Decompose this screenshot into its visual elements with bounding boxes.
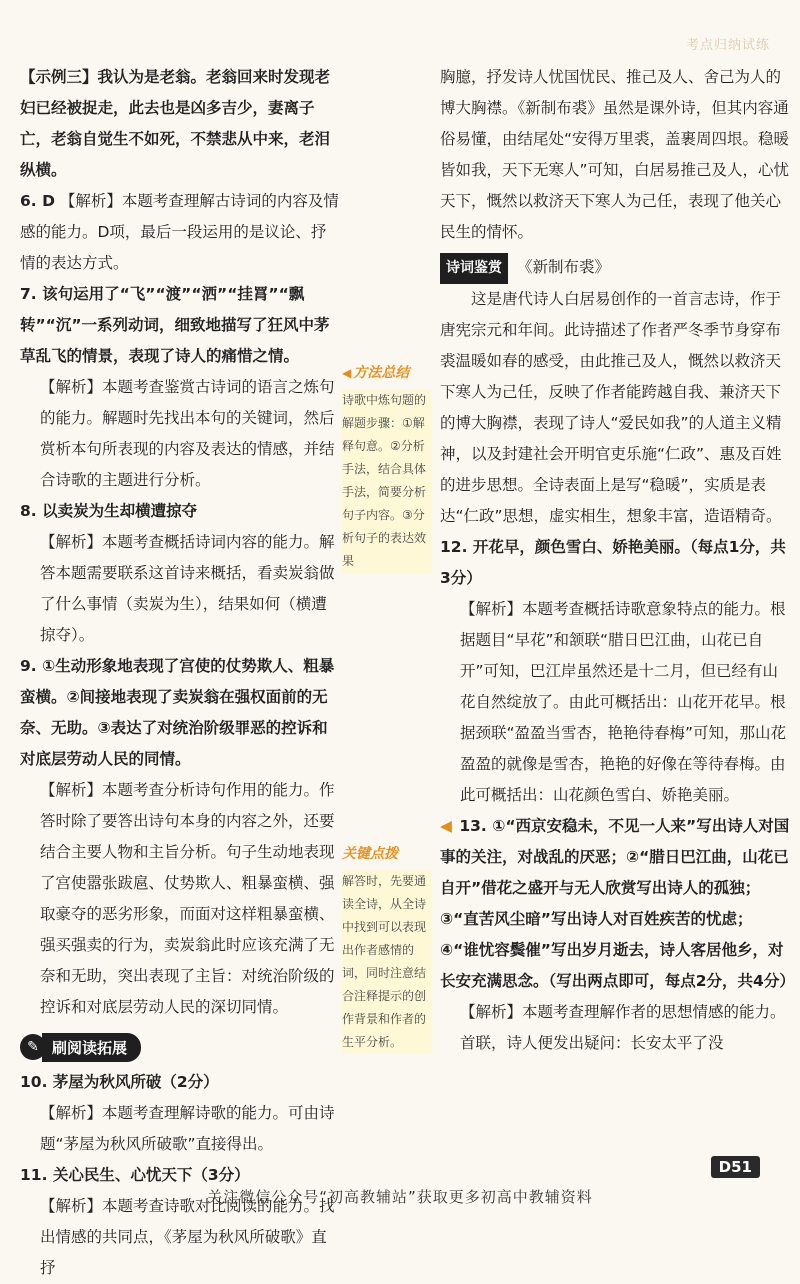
tip-method-title	[342, 362, 432, 385]
q7-answer-text: 该句运用了“飞”“渡”“洒”“挂罥”“飘转”“沉”一系列动词，细致地描写了狂风中茅草乱飞的情景，表现了诗人的痛惜之情。	[20, 285, 330, 365]
q8-analysis: 【解析】本题考查概括诗词内容的能力。解答本题需要联系这首诗来概括，看卖炭翁做了什么事情（卖炭为生），结果如何（横遭掠夺）。	[40, 533, 335, 644]
tip-method-title-text: 方法总结	[353, 365, 410, 381]
appreciation-heading	[440, 252, 790, 284]
tip-key-title-text: 关键点拨	[342, 846, 398, 862]
q10-number: 10.	[20, 1073, 48, 1091]
q11-number: 11.	[20, 1166, 48, 1184]
page-number: D51	[711, 1156, 760, 1178]
q11-analysis: 【解析】本题考查诗歌对比阅读的能力。找出情感的共同点，《茅屋为秋风所破歌》直抒	[40, 1197, 335, 1277]
q10-answer	[20, 1067, 340, 1098]
q13-analysis: 【解析】本题考查理解作者的思想情感的能力。首联，诗人便发出疑问：长安太平了没	[460, 1003, 786, 1052]
tip-key	[342, 843, 432, 1054]
q9-analysis: 【解析】本题考查分析诗句作用的能力。作答时除了要答出诗句本身的内容之外，还要结合主要人物和主旨分析。句子生动地表现了宫使嚣张跋扈、仗势欺人、粗暴蛮横、强取豪夺的恶劣形象，而面对这样粗暴蛮横、强买强卖的行为，卖炭翁此时应该充满了无奈和无助，突出表现了主旨：对统治阶级的控诉和对底层劳动人民的深切同情。	[40, 781, 335, 1016]
q12-analysis: 【解析】本题考查概括诗歌意象特点的能力。根据题目“早花”和颔联“腊日巴江曲，山花已自开”可知，巴江岸虽然还是十二月，但已经有山花自然绽放了。由此可概括出：山花开花早。根据颈联“盈盈当雪杏，艳艳待春梅”可知，那山花盈盈的就像是雪杏，艳艳的好像在等待春梅。由此可概括出：山花颜色雪白、娇艳美丽。	[460, 600, 787, 804]
q12-answer	[440, 532, 790, 594]
q12-answer-text: 开花早，颜色雪白、娇艳美丽。（每点1分，共3分）	[440, 538, 786, 587]
q10-analysis: 【解析】本题考查理解诗歌的能力。可由诗题“茅屋为秋风所破歌”直接得出。	[40, 1104, 335, 1153]
q8-answer-text: 以卖炭为生却横遭掠夺	[42, 502, 198, 520]
q10-answer-text: 茅屋为秋风所破（2分）	[52, 1073, 219, 1091]
right-column	[440, 62, 795, 1059]
footer-text: 关注微信公众号“初高教辅站”获取更多初高中教辅资料	[207, 1188, 593, 1206]
q7-analysis: 【解析】本题考查鉴赏古诗词的语言之炼句的能力。解题时先找出本句的关键词，然后赏析本句所表现的内容及表达的情感，并结合诗歌的主题进行分析。	[40, 378, 335, 489]
side-notes	[342, 362, 432, 1054]
appreciation-tag: 诗词鉴赏	[440, 253, 508, 284]
left-column	[20, 62, 340, 1284]
tip-method	[342, 362, 432, 573]
tip-method-body: 诗歌中炼句题的解题步骤：①解释句意。②分析手法，结合具体手法，简要分析句子内容。③分析句子的表达效果	[342, 389, 432, 573]
q9-number: 9.	[20, 657, 37, 675]
q6-body: 【解析】本题考查理解古诗词的内容及情感的能力。D项，最后一段运用的是议论、抒情的表达方式。	[20, 192, 339, 272]
arrow-left-icon: ◀	[342, 366, 352, 380]
section-label: 刷阅读拓展	[42, 1033, 141, 1062]
header-text: 考点归纳试练	[685, 38, 770, 53]
q13-answer	[440, 811, 795, 997]
q6-number: 6. D	[20, 192, 55, 210]
q13-answer-text: ①“西京安稳未，不见一人来”写出诗人对国事的关注，对战乱的厌恶；②“腊日巴江曲，山花已自开”借花之盛开与无人欣赏写出诗人的孤独；③“直苦风尘暗”写出诗人对百姓疾苦的忧虑；④“谁忧容鬓催”写出岁月逝去，诗人客居他乡，对长安充满思念。（写出两点即可，每点2分，共4分）	[440, 817, 795, 990]
section-bar	[20, 1033, 340, 1061]
q12-number: 12.	[440, 538, 468, 556]
q8-answer	[20, 496, 340, 527]
appreciation-title: 《新制布裘》	[516, 258, 610, 276]
q9-answer	[20, 651, 340, 775]
q11-answer-text: 关心民生、心忧天下（3分）	[52, 1166, 250, 1184]
q11-continued: 胸臆，抒发诗人忧国忧民、推己及人、舍己为人的博大胸襟。《新制布裘》虽然是课外诗，但其内容通俗易懂，由结尾处“安得万里裘，盖裹周四垠。稳暖皆如我，天下无寒人”可知，白居易推己及人，心忧天下，慨然以救济天下寒人为己任，表现了他关心民生的情怀。	[440, 68, 790, 241]
q13-number: 13.	[459, 817, 487, 835]
pencil-icon: ✎	[20, 1034, 46, 1060]
q7-answer	[20, 279, 340, 372]
arrow-left-icon: ◀	[440, 817, 452, 835]
tip-key-body: 解答时，先要通读全诗，从全诗中找到可以表现出作者感情的词，同时注意结合注释提示的创作背景和作者的生平分析。	[342, 870, 432, 1054]
q8-number: 8.	[20, 502, 37, 520]
q7-number: 7.	[20, 285, 37, 303]
tip-key-title	[342, 843, 432, 866]
q9-answer-text: ①生动形象地表现了宫使的仗势欺人、粗暴蛮横。②间接地表现了卖炭翁在强权面前的无奈、无助。③表达了对统治阶级罪恶的控诉和对底层劳动人民的同情。	[20, 657, 335, 768]
example-3: 【示例三】我认为是老翁。老翁回来时发现老妇已经被捉走，此去也是凶多吉少，妻离子亡，老翁自觉生不如死，不禁悲从中来，老泪纵横。	[20, 68, 331, 179]
appreciation-body: 这是唐代诗人白居易创作的一首言志诗，作于唐宪宗元和年间。此诗描述了作者严冬季节身穿布裘温暖如春的感受，由此推己及人，慨然以救济天下寒人为己任，反映了作者能跨越自我、兼济天下的博大胸襟，表现了诗人“爱民如我”的人道主义精神，以及封建社会开明官吏乐施“仁政”、惠及百姓的进步思想。全诗表面上是写“稳暖”，实质是表达“仁政”思想，虚实相生，想象丰富，造语精奇。	[440, 290, 782, 525]
q6	[20, 186, 340, 279]
